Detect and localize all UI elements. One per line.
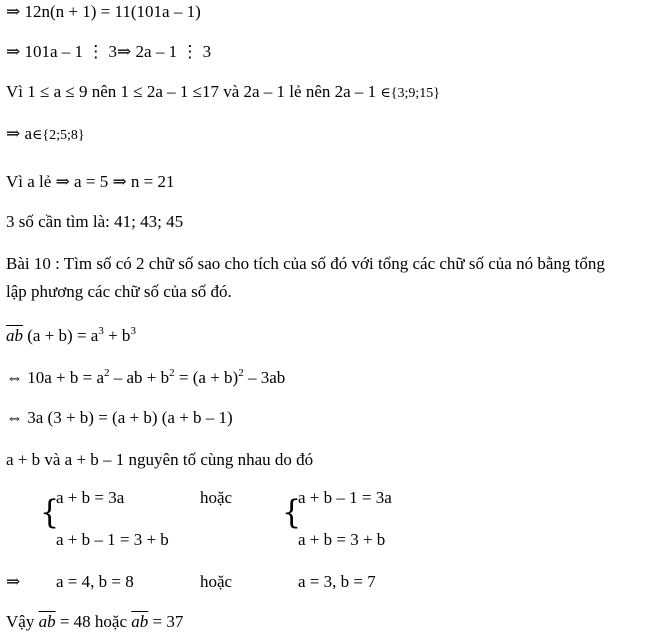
conclusion-prefix: Vậy	[6, 612, 39, 631]
brace-system-1: {	[40, 493, 60, 532]
line-equation-1: ⇒ 12n(n + 1) = 11(101a – 1)	[6, 2, 201, 21]
result-arrow: ⇒	[6, 572, 21, 591]
a-set-values: ∈{2;5;8}	[32, 128, 85, 143]
eq-ab-part1: (a + b) = a	[23, 326, 99, 345]
system-2-bottom: a + b = 3 + b	[298, 530, 386, 549]
a-set-text: ⇒ a	[6, 124, 33, 143]
line-a-odd: Vì a lẻ ⇒ a = 5 ⇒ n = 21	[6, 172, 175, 191]
line-range-condition	[6, 82, 440, 104]
line-answer-numbers: 3 số cần tìm là: 41; 43; 45	[6, 212, 184, 231]
result-2: a = 3, b = 7	[298, 572, 376, 591]
line-equation-expanded	[6, 368, 285, 390]
line-conclusion	[6, 612, 183, 632]
line-equation-factored: ⇔ 3a (3 + b) = (a + b) (a + b – 1)	[6, 408, 233, 427]
eq-exp-part1: ⇔ 10a + b = a	[6, 368, 105, 387]
line-equation-ab	[6, 326, 136, 348]
overline-ab: $\overline{ab}$	[6, 326, 23, 345]
exp-3b: 3	[130, 325, 136, 337]
result-or: hoặc	[200, 572, 233, 591]
conclusion-mid: = 48 hoặc	[55, 612, 132, 631]
result-1: a = 4, b = 8	[56, 572, 134, 591]
brace-system-2: {	[282, 493, 302, 532]
system-2-top: a + b – 1 = 3a	[298, 488, 392, 507]
problem-10-title: Bài 10 : Tìm số có 2 chữ số sao cho tích của số đó với tổng các chữ số của nó bằng tổng	[6, 254, 605, 273]
range-set: ∈{3;9;15}	[380, 86, 441, 101]
exp-2b: 2	[169, 367, 175, 379]
exp-2c: 2	[238, 367, 244, 379]
eq-exp-part3: = (a + b)	[174, 368, 239, 387]
system-1-top: a + b = 3a	[56, 488, 125, 507]
conclusion-end: = 37	[148, 612, 184, 631]
eq-exp-part2: – ab + b	[109, 368, 170, 387]
exp-3: 3	[98, 325, 104, 337]
eq-ab-part2: + b	[103, 326, 131, 345]
system-or: hoặc	[200, 488, 233, 507]
exp-2a: 2	[104, 367, 110, 379]
range-text: Vì 1 ≤ a ≤ 9 nên 1 ≤ 2a – 1 ≤17 và 2a – 1 lẻ nên 2a – 1	[6, 82, 377, 101]
overline-ab-1: $\overline{ab}$	[38, 612, 56, 631]
eq-exp-part4: – 3ab	[243, 368, 286, 387]
system-1-bottom: a + b – 1 = 3 + b	[56, 530, 169, 549]
overline-ab-2: $\overline{ab}$	[131, 612, 149, 631]
line-a-set	[6, 124, 85, 146]
problem-10-title-cont: lập phương các chữ số của số đó.	[6, 282, 232, 301]
line-divisibility: ⇒ 101a – 1 ⋮ 3⇒ 2a – 1 ⋮ 3	[6, 42, 212, 61]
line-coprime: a + b và a + b – 1 nguyên tố cùng nhau do đó	[6, 450, 314, 469]
